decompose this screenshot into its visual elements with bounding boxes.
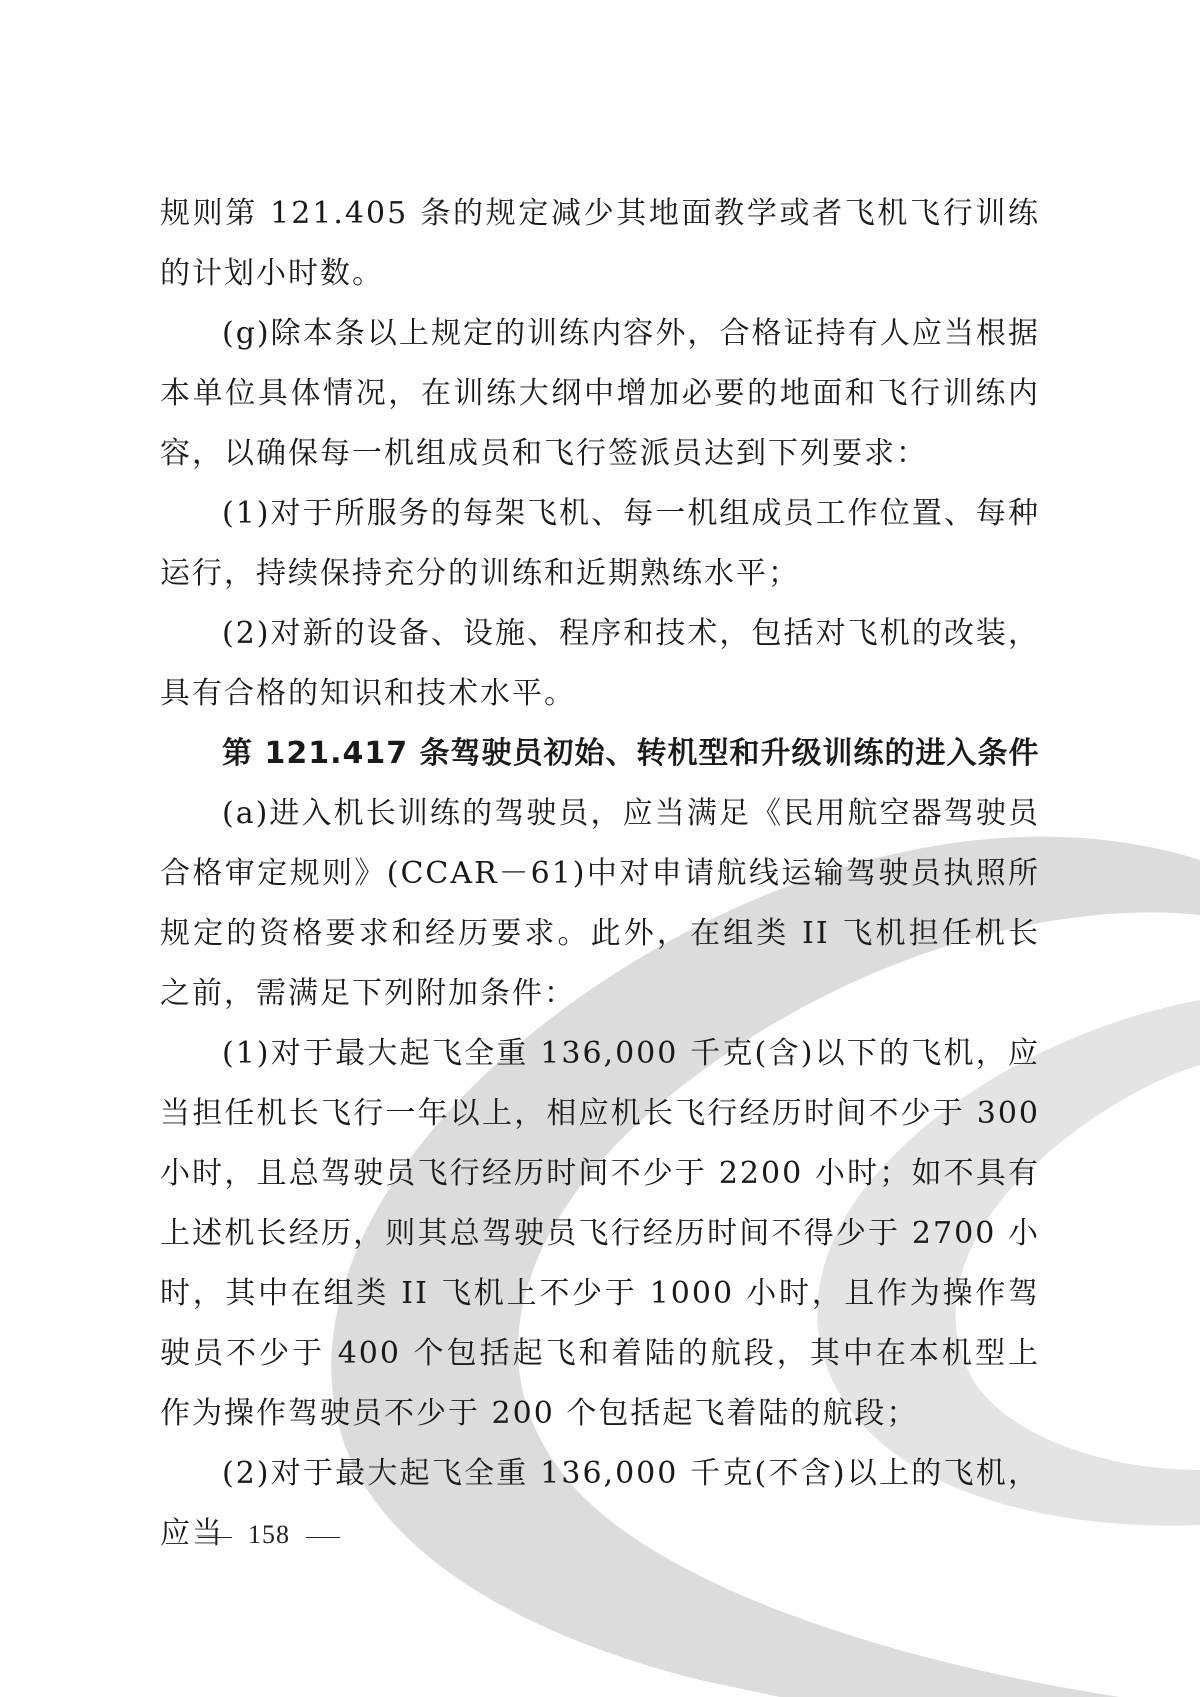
folio-dash-left (198, 1537, 232, 1538)
paragraph-g: (g)除本条以上规定的训练内容外，合格证持有人应当根据本单位具体情况，在训练大纲中增加必要的地面和飞行训练内容，以确保每一机组成员和飞行签派员达到下列要求： (160, 316, 1040, 471)
document-body (160, 184, 1040, 1564)
paragraph-g-1: (1)对于所服务的每架飞机、每一机组成员工作位置、每种运行，持续保持充分的训练和近期熟练水平； (160, 496, 1040, 591)
section-heading-121-417: 第 121.417 条驾驶员初始、转机型和升级训练的进入条件 (222, 736, 1040, 771)
paragraph-g-2: (2)对新的设备、设施、程序和技术，包括对飞机的改装，具有合格的知识和技术水平。 (160, 616, 1040, 711)
paragraph-continuation: 规则第 121.405 条的规定减少其地面教学或者飞机飞行训练的计划小时数。 (160, 196, 1040, 291)
folio-dash-right (306, 1537, 340, 1538)
paragraph-a-2: (2)对于最大起飞全重 136,000 千克(不含)以上的飞机，应当 (160, 1456, 1040, 1551)
paragraph-a-1: (1)对于最大起飞全重 136,000 千克(含)以下的飞机，应当担任机长飞行一年以上，相应机长飞行经历时间不少于 300 小时，且总驾驶员飞行经历时间不少于 2200 小时；如不具有上述机长经历，则其总驾驶员飞行经历时间不得少于 2700 小时，其中在组类 II 飞机上不少于 1000 小时，且作为操作驾驶员不少于 400 个包括起飞和着陆的航段，其中在本机型上作为操作驾驶员不少于 200 个包括起飞着陆的航段； (160, 1036, 1040, 1431)
page-number-footer (182, 1520, 356, 1550)
page-number: 158 (248, 1520, 290, 1549)
paragraph-a: (a)进入机长训练的驾驶员，应当满足《民用航空器驾驶员合格审定规则》(CCAR－61)中对申请航线运输驾驶员执照所规定的资格要求和经历要求。此外，在组类 II 飞机担任机长之前，需满足下列附加条件： (160, 796, 1040, 1011)
